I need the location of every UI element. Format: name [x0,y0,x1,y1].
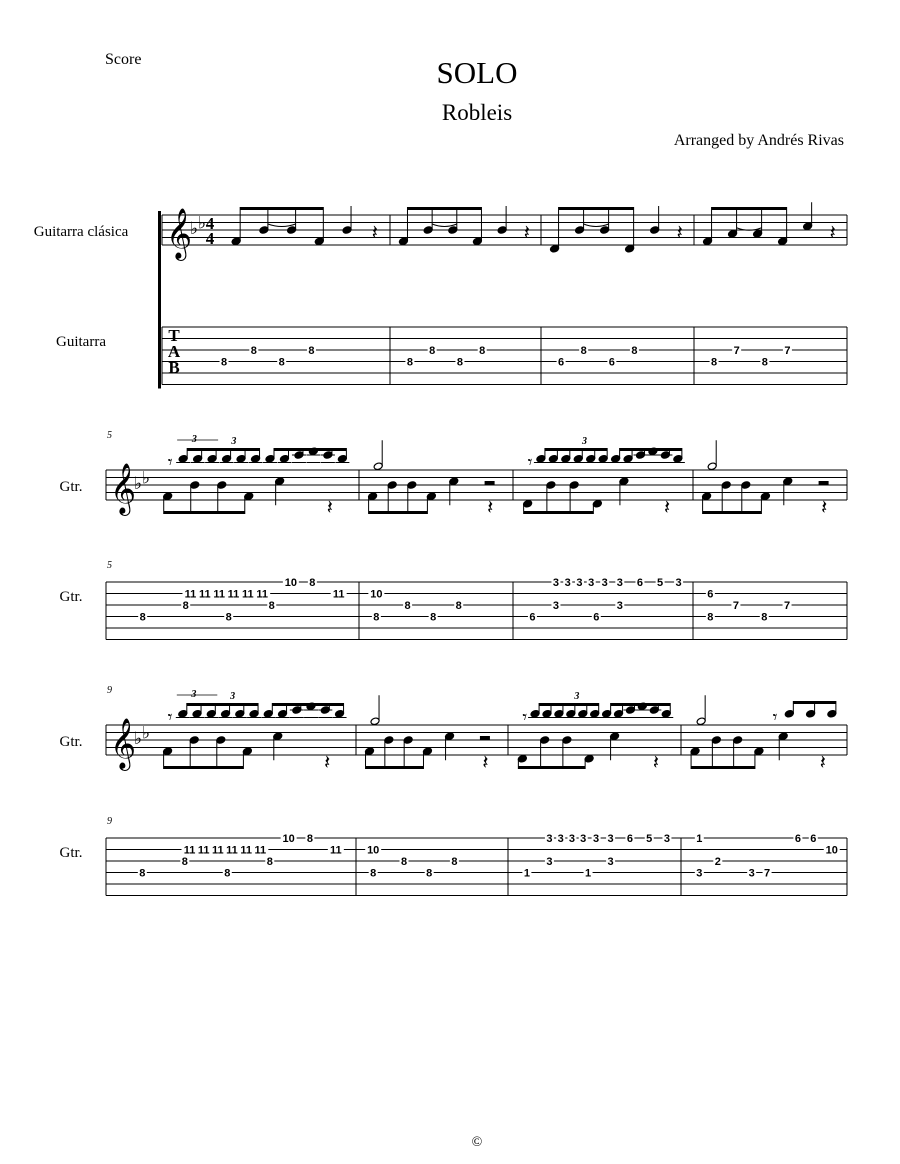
note-head [384,736,394,745]
tab-fret-number: 11 [197,844,210,857]
note-head [540,736,550,745]
note-head [546,481,556,490]
note-head [783,477,793,486]
note-head [711,736,721,745]
note-head [178,709,188,718]
beam [369,511,428,514]
note-head [193,454,203,463]
note-head [244,492,254,501]
tie [584,224,609,227]
tab-fret-number: 3 [748,867,755,880]
tab-fret-number: 11 [242,588,254,601]
tab-fret-number: 5 [646,833,653,845]
tab-fret-number: 2 [714,856,721,868]
note-head [602,709,612,718]
tab-fret-number: 11 [330,844,342,857]
flat-sign: ♭ [142,468,151,488]
tab-fret-number: 3 [588,577,595,589]
note-head [554,709,564,718]
note-head [190,481,200,490]
staff-instrument-name: Gtr. [59,734,83,750]
time-signature-numerator: 4 [205,214,215,233]
tab-instrument-name: Gtr. [59,589,83,605]
tab-fret-number: 8 [761,611,768,624]
note-head [314,237,324,246]
beam [274,448,346,451]
tab-fret-number: 11 [254,844,267,857]
note-head [610,732,620,741]
tab-fret-number: 8 [370,867,377,880]
treble-clef: 𝄞 [110,464,137,513]
note-head [760,492,770,501]
note-head [827,709,837,718]
note-head [207,454,217,463]
note-head [287,226,297,235]
tab-fret-number: 11 [213,588,225,601]
tab-fret-number: 6 [707,588,714,601]
tab-fret-number: 7 [784,345,791,357]
note-head [611,454,621,463]
note-head [569,481,579,490]
tab-instrument-name: Guitarra [56,334,106,350]
note-head [614,709,624,718]
note-head [449,477,459,486]
score-title: SOLO [436,55,518,90]
tab-fret-number: 3 [593,833,600,845]
tuplet-number: 3 [574,691,580,702]
eighth-rest: 𝄾 [772,707,778,727]
note-head [778,732,788,741]
note-head [365,747,375,756]
tab-fret-number: 8 [308,345,315,357]
tab-fret-number: 8 [139,867,146,880]
note-head [206,709,216,718]
quarter-rest: 𝄽 [487,497,494,519]
beam [611,703,671,706]
beam [793,701,836,704]
note-head [399,237,409,246]
note-head [222,454,232,463]
tab-fret-number: 7 [764,867,771,880]
note-head [407,481,417,490]
tab-fret-number: 8 [631,345,638,357]
treble-clef: 𝄞 [166,209,193,258]
note-head [623,454,633,463]
beam [620,448,682,451]
quarter-rest: 𝄽 [652,752,659,774]
note-head [337,454,347,463]
tab-clef-letter: A [167,342,181,361]
note-head [586,454,596,463]
eighth-rest: 𝄾 [167,707,173,727]
note-head [550,244,560,253]
note-head [423,226,433,235]
note-head [278,709,288,718]
note-head [733,736,743,745]
note-head [784,709,794,718]
tab-fret-number: 7 [783,600,791,612]
note-head [562,736,572,745]
note-head [619,477,629,486]
tab-instrument-name: Gtr. [59,845,83,861]
note-head [598,454,608,463]
tab-fret-number: 8 [400,856,408,868]
note-head [584,754,594,763]
note-head [754,747,764,756]
score-subtitle: Robleis [441,100,513,125]
tab-fret-number: 11 [227,588,240,601]
flat-sign: ♭ [142,723,151,743]
tab-fret-number: 8 [278,356,285,369]
note-head [661,709,671,718]
beam [712,207,787,210]
tab-fret-number: 7 [733,345,740,357]
flat-sign: ♭ [134,729,143,748]
tab-fret-number: 11 [240,844,252,857]
copyright-symbol: © [471,1135,483,1150]
tab-fret-number: 8 [430,611,437,624]
note-head [673,454,683,463]
note-head [445,732,455,741]
tie [432,224,457,227]
note-head [530,709,540,718]
beam [187,448,259,451]
tab-fret-number: 8 [406,356,413,369]
tab-fret-number: 8 [761,356,768,369]
note-head [536,454,546,463]
note-head [548,454,558,463]
note-head [368,492,378,501]
tab-fret-number: 1 [523,867,530,880]
tab-fret-number: 3 [552,577,560,589]
note-head [242,747,252,756]
arranger-credit: Arranged by Andrés Rivas [673,132,844,149]
tab-fret-number: 11 [184,588,197,601]
note-head [236,454,246,463]
tab-fret-number: 6 [558,356,565,369]
note-head [217,481,227,490]
tab-fret-number: 8 [181,856,188,868]
note-head [625,244,635,253]
tab-clef-letter: T [168,326,180,345]
half-rest [819,481,829,485]
tab-fret-number: 3 [546,856,553,868]
tab-fret-number: 3 [557,833,564,845]
flat-sign: ♭ [190,219,199,238]
note-head [387,481,397,490]
tab-fret-number: 6 [626,833,633,845]
tab-fret-number: 8 [373,611,380,624]
note-head [592,499,602,508]
note-head [806,709,816,718]
tab-fret-number: 3 [564,577,571,589]
note-head [575,226,585,235]
quarter-rest: 𝄽 [482,752,489,774]
measure-number: 5 [107,560,112,571]
note-head [523,499,533,508]
beam [187,703,258,706]
tab-fret-number: 3 [616,577,623,589]
note-head [249,709,259,718]
note-head [702,492,712,501]
note-head [778,237,788,246]
tab-fret-number: 3 [580,833,587,845]
tab-fret-number: 10 [282,833,295,845]
tab-fret-number: 8 [479,345,486,357]
note-head [423,747,433,756]
tab-fret-number: 11 [183,844,196,857]
tab-fret-number: 6 [529,611,536,624]
beam [164,766,244,769]
tuplet-number: 3 [191,434,197,445]
tab-fret-number: 6 [608,356,615,369]
note-head [403,736,413,745]
tab-fret-number: 3 [568,833,576,845]
score-label: Score [105,51,142,68]
note-head [753,229,763,238]
tab-fret-number: 1 [584,867,592,880]
eighth-rest: 𝄾 [522,707,528,727]
tab-fret-number: 8 [451,856,458,868]
tab-fret-number: 8 [225,611,232,624]
tab-fret-number: 8 [182,600,189,612]
tab-fret-number: 8 [309,577,316,589]
note-head [178,454,188,463]
beam [366,766,424,769]
beam [240,207,323,210]
note-head [721,481,731,490]
tab-fret-number: 8 [426,867,433,880]
measure-number: 9 [107,685,112,696]
quarter-rest: 𝄽 [523,222,530,244]
note-head [265,454,275,463]
quarter-rest: 𝄽 [664,497,671,519]
note-head [803,222,813,231]
note-head [280,454,290,463]
quarter-rest: 𝄽 [326,497,333,519]
note-head [259,226,269,235]
tab-fret-number: 3 [616,600,623,612]
note-head [251,454,261,463]
beam [703,511,762,514]
beam [518,766,585,769]
tab-fret-number: 8 [707,611,714,624]
quarter-rest: 𝄽 [829,222,836,244]
tab-fret-number: 11 [256,588,269,601]
half-note-head [370,717,380,726]
tab-fret-number: 1 [696,833,703,845]
tab-fret-number: 8 [455,600,462,612]
tab-fret-number: 10 [370,588,383,601]
tab-fret-number: 3 [552,600,560,612]
tab-fret-number: 8 [220,356,228,369]
beam [559,207,634,210]
tab-clef-letter: B [168,358,180,377]
eighth-rest: 𝄾 [527,452,533,472]
tab-fret-number: 6 [794,833,801,845]
note-head [561,454,571,463]
tab-fret-number: 3 [696,867,703,880]
note-head [690,747,700,756]
half-note-head [707,462,717,471]
tab-fret-number: 8 [404,600,411,612]
tab-fret-number: 11 [226,844,238,857]
tuplet-number: 3 [581,436,587,447]
quarter-rest: 𝄽 [821,497,828,519]
note-head [426,492,436,501]
note-head [342,226,352,235]
note-head [472,237,482,246]
tab-fret-number: 7 [732,600,739,612]
note-head [573,454,583,463]
tuplet-number: 3 [230,691,236,702]
note-head [497,226,507,235]
tab-fret-number: 3 [607,833,614,845]
tab-fret-number: 3 [576,577,583,589]
measure-number: 5 [107,430,112,441]
tuplet-number: 3 [231,436,237,447]
beam [545,448,607,451]
flat-sign: ♭ [198,213,207,233]
note-head [542,709,552,718]
quarter-rest: 𝄽 [676,222,683,244]
note-head [192,709,202,718]
note-head [189,736,199,745]
note-head [741,481,751,490]
tab-fret-number: 5 [657,577,664,589]
half-rest [485,481,495,485]
tab-fret-number: 6 [593,611,600,624]
tab-fret-number: 6 [810,833,817,845]
tab-fret-number: 8 [456,356,464,369]
tab-fret-number: 6 [636,577,644,589]
beam [272,703,343,706]
treble-clef: 𝄞 [110,719,137,768]
note-head [590,709,600,718]
tie [268,224,296,227]
tab-fret-number: 8 [250,345,257,357]
eighth-rest: 𝄾 [167,452,173,472]
half-note-head [373,462,383,471]
note-head [728,229,738,238]
quarter-rest: 𝄽 [324,752,331,774]
note-head [650,226,660,235]
note-head [163,747,173,756]
beam [164,511,245,514]
quarter-rest: 𝄽 [819,752,826,774]
tab-fret-number: 3 [601,577,608,589]
note-head [448,226,458,235]
note-head [578,709,588,718]
flat-sign: ♭ [134,474,143,493]
note-head [163,492,173,501]
note-head [216,736,226,745]
note-head [273,732,283,741]
tab-fret-number: 10 [367,844,380,857]
tab-fret-number: 8 [268,600,275,612]
note-head [235,709,245,718]
note-head [600,226,610,235]
tab-fret-number: 3 [663,833,671,845]
tab-fret-number: 8 [224,867,231,880]
beam [407,207,481,210]
tuplet-number: 3 [191,689,197,700]
beam [539,703,599,706]
note-head [566,709,576,718]
tab-fret-number: 8 [711,356,718,369]
note-head [263,709,273,718]
note-head [275,477,285,486]
quarter-rest: 𝄽 [371,222,378,244]
half-rest [480,736,490,740]
tab-fret-number: 8 [580,345,587,357]
staff-instrument-name: Gtr. [59,479,83,495]
tab-fret-number: 10 [284,577,297,589]
tab-fret-number: 8 [266,856,273,868]
beam [691,766,755,769]
tab-fret-number: 11 [332,588,345,601]
tab-fret-number: 8 [429,345,436,357]
tab-fret-number: 8 [306,833,313,845]
tab-fret-number: 8 [139,611,146,624]
note-head [517,754,527,763]
tab-fret-number: 3 [546,833,553,845]
note-head [703,237,713,246]
tab-fret-number: 3 [675,577,682,589]
system-bracket [158,211,161,389]
half-note-head [696,717,706,726]
note-head [231,237,241,246]
time-signature-denominator: 4 [205,229,215,248]
beam [524,511,594,514]
tab-fret-number: 10 [825,844,838,857]
tab-fret-number: 11 [198,588,211,601]
tab-fret-number: 3 [607,856,614,868]
measure-number: 9 [107,816,112,827]
staff-instrument-name: Guitarra clásica [33,224,129,240]
tab-fret-number: 11 [212,844,224,857]
note-head [221,709,231,718]
note-head [335,709,345,718]
